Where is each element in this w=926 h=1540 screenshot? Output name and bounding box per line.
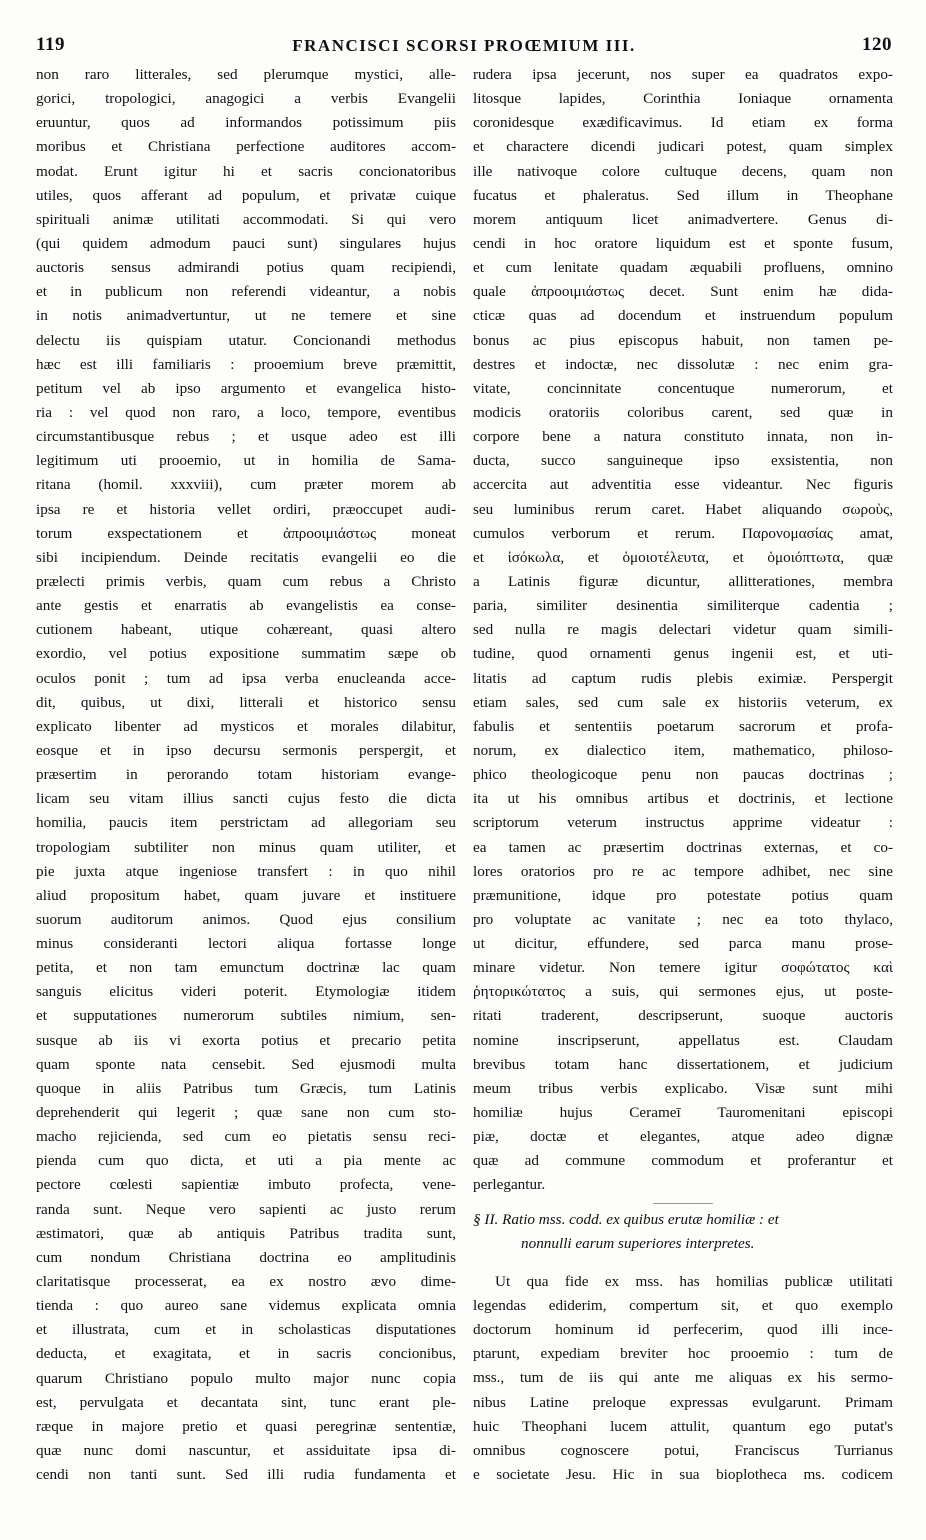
text-line: quam sponte nata censebit. Sed ejusmodi multa: [36, 1055, 456, 1073]
text-line: cendi in hoc oratore liquidum est et sponte fusum,: [473, 234, 893, 252]
text-line: et cum lenitate quadam æquabili profluens, omnino: [473, 259, 893, 277]
text-line: destres et indoctæ, nec dissolutæ : nec enim gra-: [473, 355, 893, 373]
text-line: explicato libenter ad mysticos et morales dilabitur,: [36, 717, 456, 735]
text-line: dit, quibus, ut dixi, litterali et historico sensu: [36, 693, 456, 711]
section-heading-line: § II. Ratio mss. codd. ex quibus erutæ homiliæ : et: [473, 1210, 779, 1228]
page-number-left: 119: [36, 34, 65, 55]
text-line: e societate Jesu. Hic in sua bioplotheca ms. codicem: [473, 1466, 893, 1484]
right-column: [473, 63, 893, 1487]
left-column: [36, 63, 456, 1487]
text-line: randa sunt. Neque vero sapienti ac justo rerum: [36, 1200, 456, 1218]
text-line: et supputationes numerorum subtiles nimium, sen-: [36, 1007, 456, 1025]
text-line: cendi non tanti sunt. Sed illi rudia fundamenta et: [36, 1466, 456, 1484]
text-line: pectore cœlesti sapientiæ imbuto profecta, vene-: [36, 1176, 456, 1194]
text-line: corpore bene a natura constituto innata, non in-: [473, 428, 893, 446]
text-line: et ἰσόκωλα, et ὁμοιοτέλευτα, et ὁμοιόπτωτα, quæ: [473, 548, 893, 566]
text-line: legitimum uti prooemio, ut in homilia de Sama-: [36, 452, 456, 470]
text-line: doctorum hominum id perfecerim, quod illi ince-: [473, 1321, 893, 1339]
text-line: huic Theophani lucem attulit, quantum ego putat's: [473, 1417, 893, 1435]
text-line: ptarunt, expediam breviter hoc prooemio : tum de: [473, 1345, 893, 1363]
text-line: moribus et Christiana perfectione auditores accom-: [36, 138, 456, 156]
text-line: fucatus et phaleratus. Sed illum in Theophane: [473, 186, 893, 204]
text-line: eosque et in ipso decursu sermonis perspergit, et: [36, 741, 456, 759]
text-line: quæ ad commune commodum et proferantur et: [473, 1152, 893, 1170]
text-line: ritana (homil. xxxviii), cum præter morem ab: [36, 476, 456, 494]
text-line: bonus ac pius episcopus habuit, non tamen pe-: [473, 331, 893, 349]
text-line: Ut qua fide ex mss. has homilias publicæ utilitati: [495, 1272, 893, 1290]
text-line: cumulos verborum et rerum. Παρονομασίας amat,: [473, 524, 893, 542]
text-line: ritati traderent, descripserunt, suoque auctoris: [473, 1007, 893, 1025]
text-line: eruuntur, quos ad informandos potissimum piis: [36, 114, 456, 132]
text-line: in notis animadvertuntur, ut ne temere et sine: [36, 307, 456, 325]
text-line: perlegantur.: [473, 1176, 546, 1194]
text-line: præsertim in perorando totam historiam evange-: [36, 766, 456, 784]
page-number-right: 120: [862, 34, 892, 55]
text-line: susque ab iis vi exorta potius et precario petita: [36, 1031, 456, 1049]
text-line: coronidesque exædificavimus. Id etiam ex forma: [473, 114, 893, 132]
text-line: exordio, vel potius expositione summatim sæpe ob: [36, 645, 456, 663]
text-line: claritatisque processerat, ea ex nostro ævo dime-: [36, 1273, 456, 1291]
text-line: et charactere dicendi judicari potest, quam simplex: [473, 138, 893, 156]
text-line: nomine inscripserunt, appellatus est. Claudam: [473, 1031, 893, 1049]
text-line: delectu iis quispiam utatur. Concionandi methodus: [36, 331, 456, 349]
running-title: FRANCISCI SCORSI PROŒMIUM III.: [292, 36, 636, 55]
text-line: tropologiam subtiliter non minus quam utiliter, et: [36, 838, 456, 856]
text-line: quoque in aliis Patribus tum Græcis, tum Latinis: [36, 1079, 456, 1097]
text-line: quale ἀπροοιμιάστως decet. Sunt enim hæ dida-: [473, 283, 893, 301]
text-line: scriptorum veterum instructus apprime videatur :: [473, 814, 893, 832]
text-line: cutionem habeant, utique cohæreant, quasi altero: [36, 621, 456, 639]
text-line: ria : vel quod non raro, a loco, tempore, eventibus: [36, 403, 456, 421]
text-line: petitum vel ab ipso argumento et evangelica histo-: [36, 379, 456, 397]
text-line: accercita aut adventitia esse videantur. Nec figuris: [473, 476, 893, 494]
text-line: minus consideranti lectori aliqua fortasse longe: [36, 935, 456, 953]
text-line: sibi incipiendum. Deinde recitatis evangelii eo die: [36, 548, 456, 566]
text-line: sanguis elicitus videri poterit. Etymologiæ itidem: [36, 983, 456, 1001]
text-line: modicis oratoriis coloribus carent, sed quæ in: [473, 403, 893, 421]
text-line: macho rejicienda, sed cum eo pietatis sensu reci-: [36, 1128, 456, 1146]
text-line: nibus Latine preloque expressas evulgarunt. Primam: [473, 1393, 893, 1411]
text-line: aliud propositum habet, quam juvare et instituere: [36, 886, 456, 904]
text-line: ante gestis et enarratis ab evangelistis ea conse-: [36, 597, 456, 615]
text-line: et in publicum non referendi videantur, a nobis: [36, 283, 456, 301]
text-line: ille nativoque colore cultuque decens, quam non: [473, 162, 893, 180]
text-line: ipsa re et historia vellet ordiri, præoccupet audi-: [36, 500, 456, 518]
section-heading-line: nonnulli earum superiores interpretes.: [521, 1234, 755, 1252]
text-line: quæ nunc domi nascuntur, et assiduitate ipsa di-: [36, 1442, 456, 1460]
text-line: litatis ad captum rudis plebis eximiæ. Perspergit: [473, 669, 893, 687]
text-line: licam seu vitam illius sancti cujus festo die dicta: [36, 790, 456, 808]
text-line: (qui quidem admodum pauci sunt) singulares hujus: [36, 234, 456, 252]
text-line: quarum Christiano populo multo major nunc copia: [36, 1369, 456, 1387]
text-line: deprehenderit qui legerit ; quæ sane non cum sto-: [36, 1104, 456, 1122]
text-line: mss., tum de iis qui ante me aliquas ex his sermo-: [473, 1369, 893, 1387]
text-line: etiam sales, sed cum sale ex historiis veterum, ex: [473, 693, 893, 711]
text-line: tudine, quod ornamenti genus ingenii est, et uti-: [473, 645, 893, 663]
text-line: auctoris sensus admirandi potius quam recipiendi,: [36, 259, 456, 277]
text-line: a Latinis figuræ dicuntur, allitterationes, membra: [473, 572, 893, 590]
text-line: spirituali animæ utilitati accommodati. Si qui vero: [36, 210, 456, 228]
text-line: ea tamen ac præsertim doctrinas externas, et co-: [473, 838, 893, 856]
text-line: rudera ipsa jecerunt, nos super ea quadratos expo-: [473, 66, 893, 83]
text-line: torum exspectationem et ἀπροοιμιάστως moneat: [36, 524, 456, 542]
text-line: oculos ponit ; tum ad ipsa verba enucleanda acce-: [36, 669, 456, 687]
text-line: pro voluptate ac vanitate ; nec ea toto thylaco,: [473, 910, 893, 928]
text-line: deducta, et exagitata, et in sacris concionibus,: [36, 1345, 456, 1363]
text-line: meum tribus verbis explicabo. Visæ sunt mihi: [473, 1079, 893, 1097]
text-line: fabulis et sententiis poetarum sacrorum et profa-: [473, 717, 893, 735]
text-line: æstimatori, quæ ab antiquis Patribus tradita sunt,: [36, 1224, 456, 1242]
text-line: ut dicitur, effundere, sed parca manu prose-: [473, 935, 893, 953]
text-line: est, pervulgata et decantata sint, tunc erant ple-: [36, 1393, 456, 1411]
text-line: gorici, tropologici, anagogici a verbis Evangelii: [36, 90, 456, 108]
text-line: morem antiquum licet animadvertere. Genus di-: [473, 210, 893, 228]
text-line: seu luminibus rerum caret. Habet aliquando σωροὺς,: [473, 500, 893, 518]
text-line: suorum auditorum animos. Quod ejus consilium: [36, 910, 456, 928]
text-line: norum, ex dialectico item, mathematico, philoso-: [473, 741, 893, 759]
text-line: circumstantibusque rebus ; et usque adeo est illi: [36, 428, 456, 446]
text-line: prælecti primis verbis, quam cum rebus a Christo: [36, 572, 456, 590]
text-line: omnibus cognoscere potui, Franciscus Turrianus: [473, 1441, 893, 1459]
text-line: ita ut his omnibus artibus et doctrinis, et lectione: [473, 790, 893, 808]
text-line: præmunitione, idque pro potestate potius quam: [473, 886, 893, 904]
text-line: paria, similiter desinentia similiterque cadentia ;: [473, 597, 893, 615]
text-line: ducta, succo sanguineque ipso exsistentia, non: [473, 452, 893, 470]
text-line: cticæ quas ad docendum et instruendum populum: [473, 307, 893, 325]
text-line: cum nondum Christiana doctrina eo amplitudinis: [36, 1248, 456, 1266]
text-line: lores oratorios pro re ac tempore adhibet, nec sine: [473, 862, 893, 880]
text-line: petita, et non tam emunctum doctrinæ lac quam: [36, 959, 456, 977]
text-line: hæc est illi familiaris : prooemium breve præmittit,: [36, 355, 456, 373]
text-line: homilia, paucis item perstrictam ad allegoriam seu: [36, 814, 456, 832]
text-line: pie juxta atque ingeniose transfert : in quo nihil: [36, 862, 456, 880]
running-header: [36, 34, 892, 58]
text-line: litosque lapides, Corinthia Ioniaque ornamenta: [473, 90, 893, 108]
text-line: utiles, quos afferant ad populum, et privatæ cuique: [36, 186, 456, 204]
section-gap: [473, 1256, 893, 1270]
text-line: modat. Erunt igitur hi et sacris concionatoribus: [36, 162, 456, 180]
text-line: minare videtur. Non temere igitur σοφώτατος καὶ: [473, 959, 893, 977]
text-line: brevibus totam hanc dissertationem, et judicium: [473, 1055, 893, 1073]
text-line: vitate, concinnitate concentuque numerorum, et: [473, 379, 893, 397]
text-line: ῥητορικώτατος a suis, qui sermones ejus, ut poste-: [473, 983, 893, 1001]
text-line: et illustrata, cum et in scholasticas disputationes: [36, 1321, 456, 1339]
text-line: ræque in majore pretio et quasi peregrinæ sententiæ,: [36, 1417, 456, 1435]
text-line: homiliæ hujus Cerameī Tauromenitani episcopi: [473, 1104, 893, 1122]
section-divider: [473, 1198, 893, 1208]
text-line: phico theologicoque penu non paucas doctrinas ;: [473, 766, 893, 784]
text-line: non raro litterales, sed plerumque mystici, alle-: [36, 66, 456, 83]
text-line: sed nulla re magis delectari videtur quam simili-: [473, 621, 893, 639]
text-line: legendas ediderim, compertum sit, et quo exemplo: [473, 1297, 893, 1315]
text-line: pienda cum quo dicta, et uti a pia mente ac: [36, 1152, 456, 1170]
text-line: piæ, doctæ et elegantes, atque adeo dignæ: [473, 1128, 893, 1146]
text-line: tienda : quo aureo sane videmus explicata omnia: [36, 1297, 456, 1315]
